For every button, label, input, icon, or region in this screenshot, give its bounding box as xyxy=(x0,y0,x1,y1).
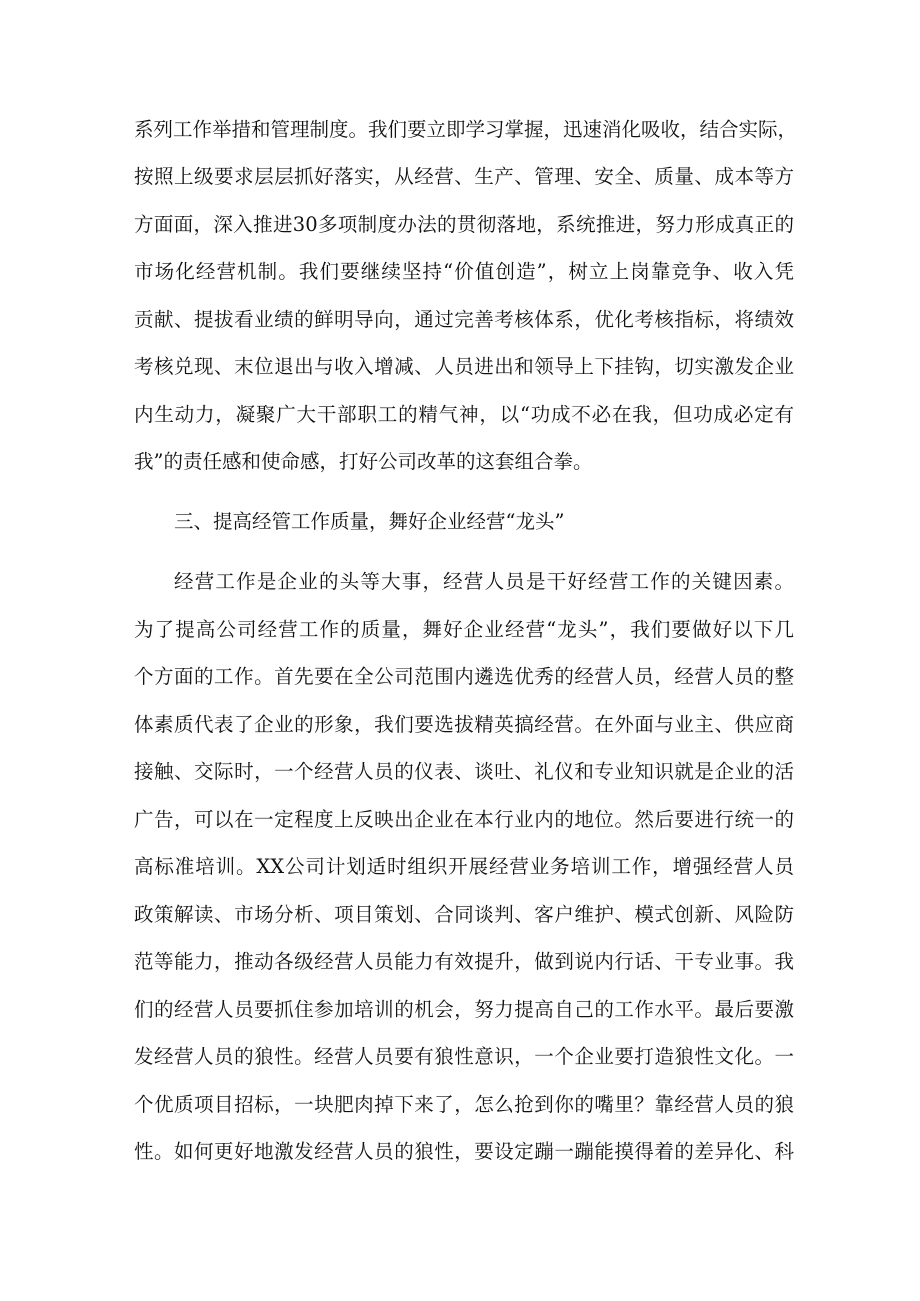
paragraph2-line: 们的经营人员要抓住参加培训的机会，努力提高自己的工作水平。最后要激 xyxy=(134,998,794,1021)
paragraph1-line: 贡献、提拔看业绩的鲜明导向，通过完善考核体系，优化考核指标，将绩效 xyxy=(134,308,794,331)
paragraph2-line: 广告，可以在一定程度上反映出企业在本行业内的地位。然后要进行统一的 xyxy=(134,808,794,831)
paragraph2-line: 个方面的工作。首先要在全公司范围内遴选优秀的经营人员，经营人员的整 xyxy=(134,665,794,688)
paragraph2-line: 个优质项目招标，一块肥肉掉下来了，怎么抢到你的嘴里？靠经营人员的狼 xyxy=(134,1093,794,1116)
paragraph2-line: 高标准培训。XX公司计划适时组织开展经营业务培训工作，增强经营人员 xyxy=(134,855,794,878)
paragraph2-line: 体素质代表了企业的形象，我们要选拔精英搞经营。在外面与业主、供应商 xyxy=(134,713,794,736)
paragraph1-line: 市场化经营机制。我们要继续坚持“价值创造”，树立上岗靠竞争、收入凭 xyxy=(134,260,794,283)
paragraph2-line: 接触、交际时，一个经营人员的仪表、谈吐、礼仪和专业知识就是企业的活 xyxy=(134,760,794,783)
paragraph2-line: 性。如何更好地激发经营人员的狼性，要设定蹦一蹦能摸得着的差异化、科 xyxy=(134,1140,794,1163)
paragraph1-line: 考核兑现、末位退出与收入增减、人员进出和领导上下挂钩，切实激发企业 xyxy=(134,355,794,378)
section-heading: 三、提高经管工作质量，舞好企业经营“龙头” xyxy=(174,510,565,533)
paragraph1-line: 系列工作举措和管理制度。我们要立即学习掌握，迅速消化吸收，结合实际， xyxy=(134,118,798,141)
paragraph2-line: 范等能力，推动各级经营人员能力有效提升，做到说内行话、干专业事。我 xyxy=(134,950,794,973)
paragraph1-line: 按照上级要求层层抓好落实，从经营、生产、管理、安全、质量、成本等方 xyxy=(134,165,794,188)
paragraph2-line: 政策解读、市场分析、项目策划、合同谈判、客户维护、模式创新、风险防 xyxy=(134,903,794,926)
paragraph1-line: 方面面，深入推进30多项制度办法的贯彻落地，系统推进，努力形成真正的 xyxy=(134,213,794,236)
paragraph2-line: 发经营人员的狼性。经营人员要有狼性意识，一个企业要打造狼性文化。一 xyxy=(134,1045,794,1068)
paragraph2-line: 为了提高公司经营工作的质量，舞好企业经营“龙头”，我们要做好以下几 xyxy=(134,618,794,641)
paragraph2-line: 经营工作是企业的头等大事，经营人员是干好经营工作的关键因素。 xyxy=(174,570,794,593)
paragraph1-line: 我”的责任感和使命感，打好公司改革的这套组合拳。 xyxy=(134,450,593,473)
paragraph1-line: 内生动力，凝聚广大干部职工的精气神，以“功成不必在我，但功成必定有 xyxy=(134,403,794,426)
